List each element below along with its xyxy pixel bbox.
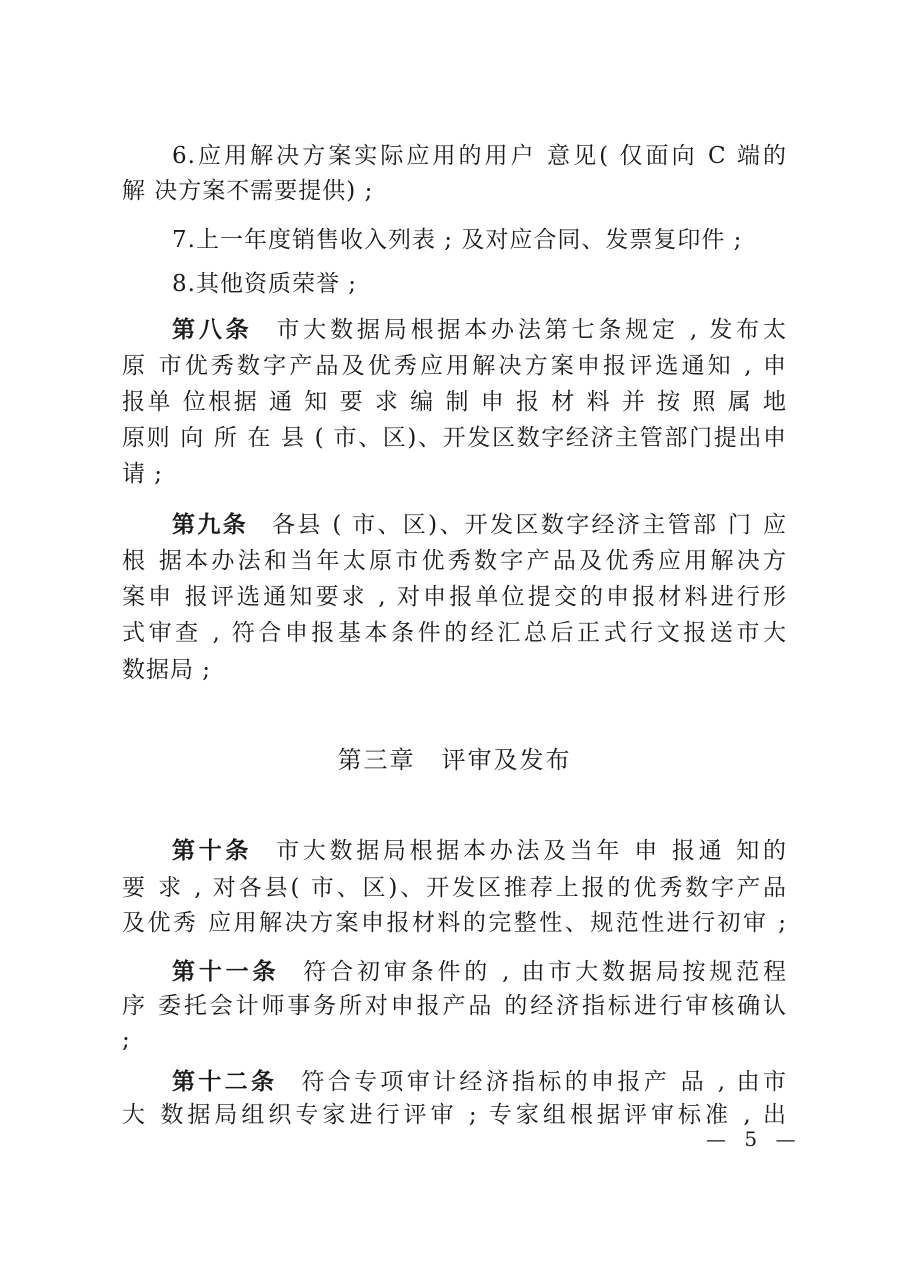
article-9-heading: 第九条	[172, 512, 249, 538]
article-11-line-3: ;	[122, 1027, 131, 1053]
article-9-text-1: 各县 ( 市、区)、开发区数字经济主管部 门 应	[272, 512, 787, 538]
list-item-7: 7.上一年度销售收入列表 ; 及对应合同、发票复印件 ;	[172, 227, 743, 253]
article-10-text-1: 市大数据局根据本办法及当年 申 报通 知的	[276, 838, 788, 864]
article-10-heading: 第十条	[172, 838, 253, 864]
article-8-line-5: 请 ;	[122, 461, 164, 487]
chapter-title: 评审及发布	[441, 746, 572, 774]
article-9-line-1	[172, 509, 787, 541]
article-12-text-1: 符合专项审计经济指标的申报产 品 , 由市	[301, 1069, 788, 1095]
page-number: — 5 —	[706, 1127, 802, 1151]
article-8-text-1: 市大数据局根据本办法第七条规定 , 发布太	[276, 317, 788, 343]
article-12-line-1	[172, 1066, 787, 1098]
article-9-line-3: 案申 报评选通知要求 , 对申报单位提交的申报材料进行形	[122, 584, 787, 610]
list-item-6-line-2: 解 决方案不需要提供) ;	[122, 178, 374, 204]
article-8-line-2: 原 市优秀数字产品及优秀应用解决方案申报评选通知 , 申	[122, 353, 787, 379]
chapter-heading	[0, 742, 909, 778]
chapter-number: 第三章	[337, 746, 416, 774]
list-item-6-line-1: 6.应用解决方案实际应用的用户 意见( 仅面向 C 端的	[172, 143, 787, 169]
article-8-line-1	[172, 314, 787, 346]
article-8-line-4: 原则 向 所 在 县 ( 市、区)、开发区数字经济主管部门提出申	[122, 425, 787, 451]
article-11-text-1: 符合初审条件的 , 由市大数据局按规范程	[303, 959, 788, 985]
article-9-line-2: 根 据本办法和当年太原市优秀数字产品及优秀应用解决方	[122, 548, 787, 574]
article-10-line-3: 及优秀 应用解决方案申报材料的完整性、规范性进行初审 ;	[122, 910, 787, 936]
article-8-line-3: 报单 位根据 通 知 要 求 编 制 申 报 材 料 并 按 照 属 地	[122, 389, 787, 415]
article-11-line-1	[172, 956, 787, 988]
article-11-line-2: 序 委托会计师事务所对申报产品 的经济指标进行审核确认	[122, 993, 787, 1019]
article-8-heading: 第八条	[172, 317, 253, 343]
list-item-8: 8.其他资质荣誉 ;	[172, 271, 358, 297]
article-11-heading: 第十一条	[172, 959, 280, 985]
article-9-line-5: 数据局 ;	[122, 657, 212, 683]
article-9-line-4: 式审查 , 符合申报基本条件的经汇总后正式行文报送市大	[122, 620, 787, 646]
article-12-heading: 第十二条	[172, 1069, 278, 1095]
article-10-line-1	[172, 835, 787, 867]
article-10-line-2: 要 求 , 对各县( 市、区)、开发区推荐上报的优秀数字产品	[122, 875, 787, 901]
article-12-line-2: 大 数据局组织专家进行评审 ; 专家组根据评审标准 , 出	[122, 1102, 787, 1128]
